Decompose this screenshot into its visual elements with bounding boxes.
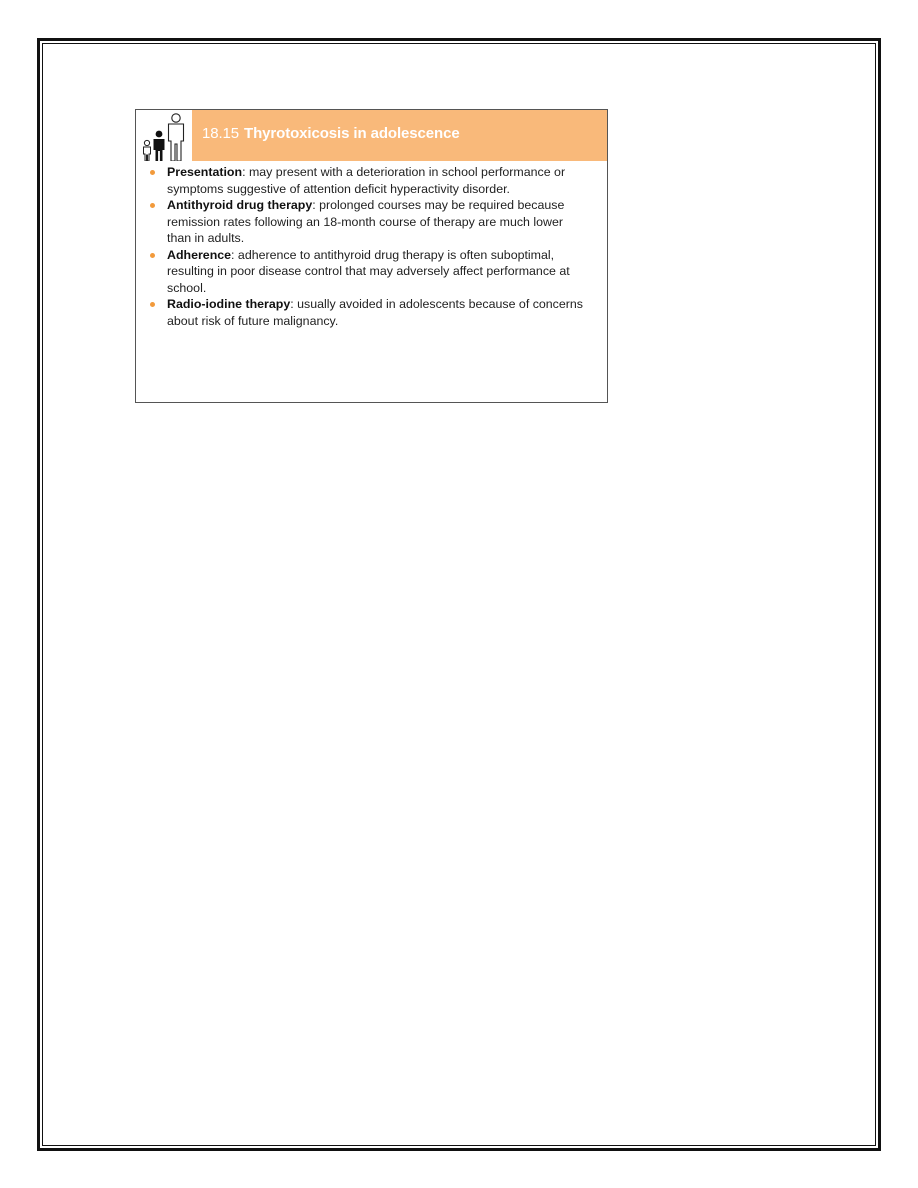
box-title-text: Thyrotoxicosis in adolescence [244, 125, 460, 142]
box-list [136, 164, 607, 329]
list-item [136, 197, 607, 247]
list-item-term: Radio-iodine therapy [167, 297, 291, 311]
list-item-term: Adherence [167, 247, 232, 262]
list-item [136, 296, 607, 329]
list-item [136, 164, 607, 197]
box-header [136, 110, 607, 161]
bullet-icon [150, 170, 155, 175]
list-item-term: Antithyroid drug therapy [167, 198, 313, 212]
list-item-text: : usually avoided in adolescents because of concerns about risk of future malignancy. [167, 297, 583, 328]
list-item-text: : adherence to antithyroid drug therapy is often suboptimal, resulting in poor disease control that may adversely affect performance at school. [167, 247, 570, 295]
list-item-term: Presentation [167, 165, 243, 179]
box-title [202, 125, 460, 142]
bullet-icon [150, 253, 155, 258]
bullet-icon [150, 302, 155, 307]
box-number: 18.15 [202, 125, 240, 142]
list-item-text: : prolonged courses may be required because remission rates following an 18-month course of therapy are much lower than in adults. [167, 198, 565, 245]
list-item [136, 247, 607, 297]
list-item-text: : may present with a deterioration in school performance or symptoms suggestive of attention deficit hyperactivity disorder. [167, 165, 566, 196]
info-box [135, 109, 608, 403]
bullet-icon [150, 203, 155, 208]
family-people-icon [136, 110, 192, 161]
